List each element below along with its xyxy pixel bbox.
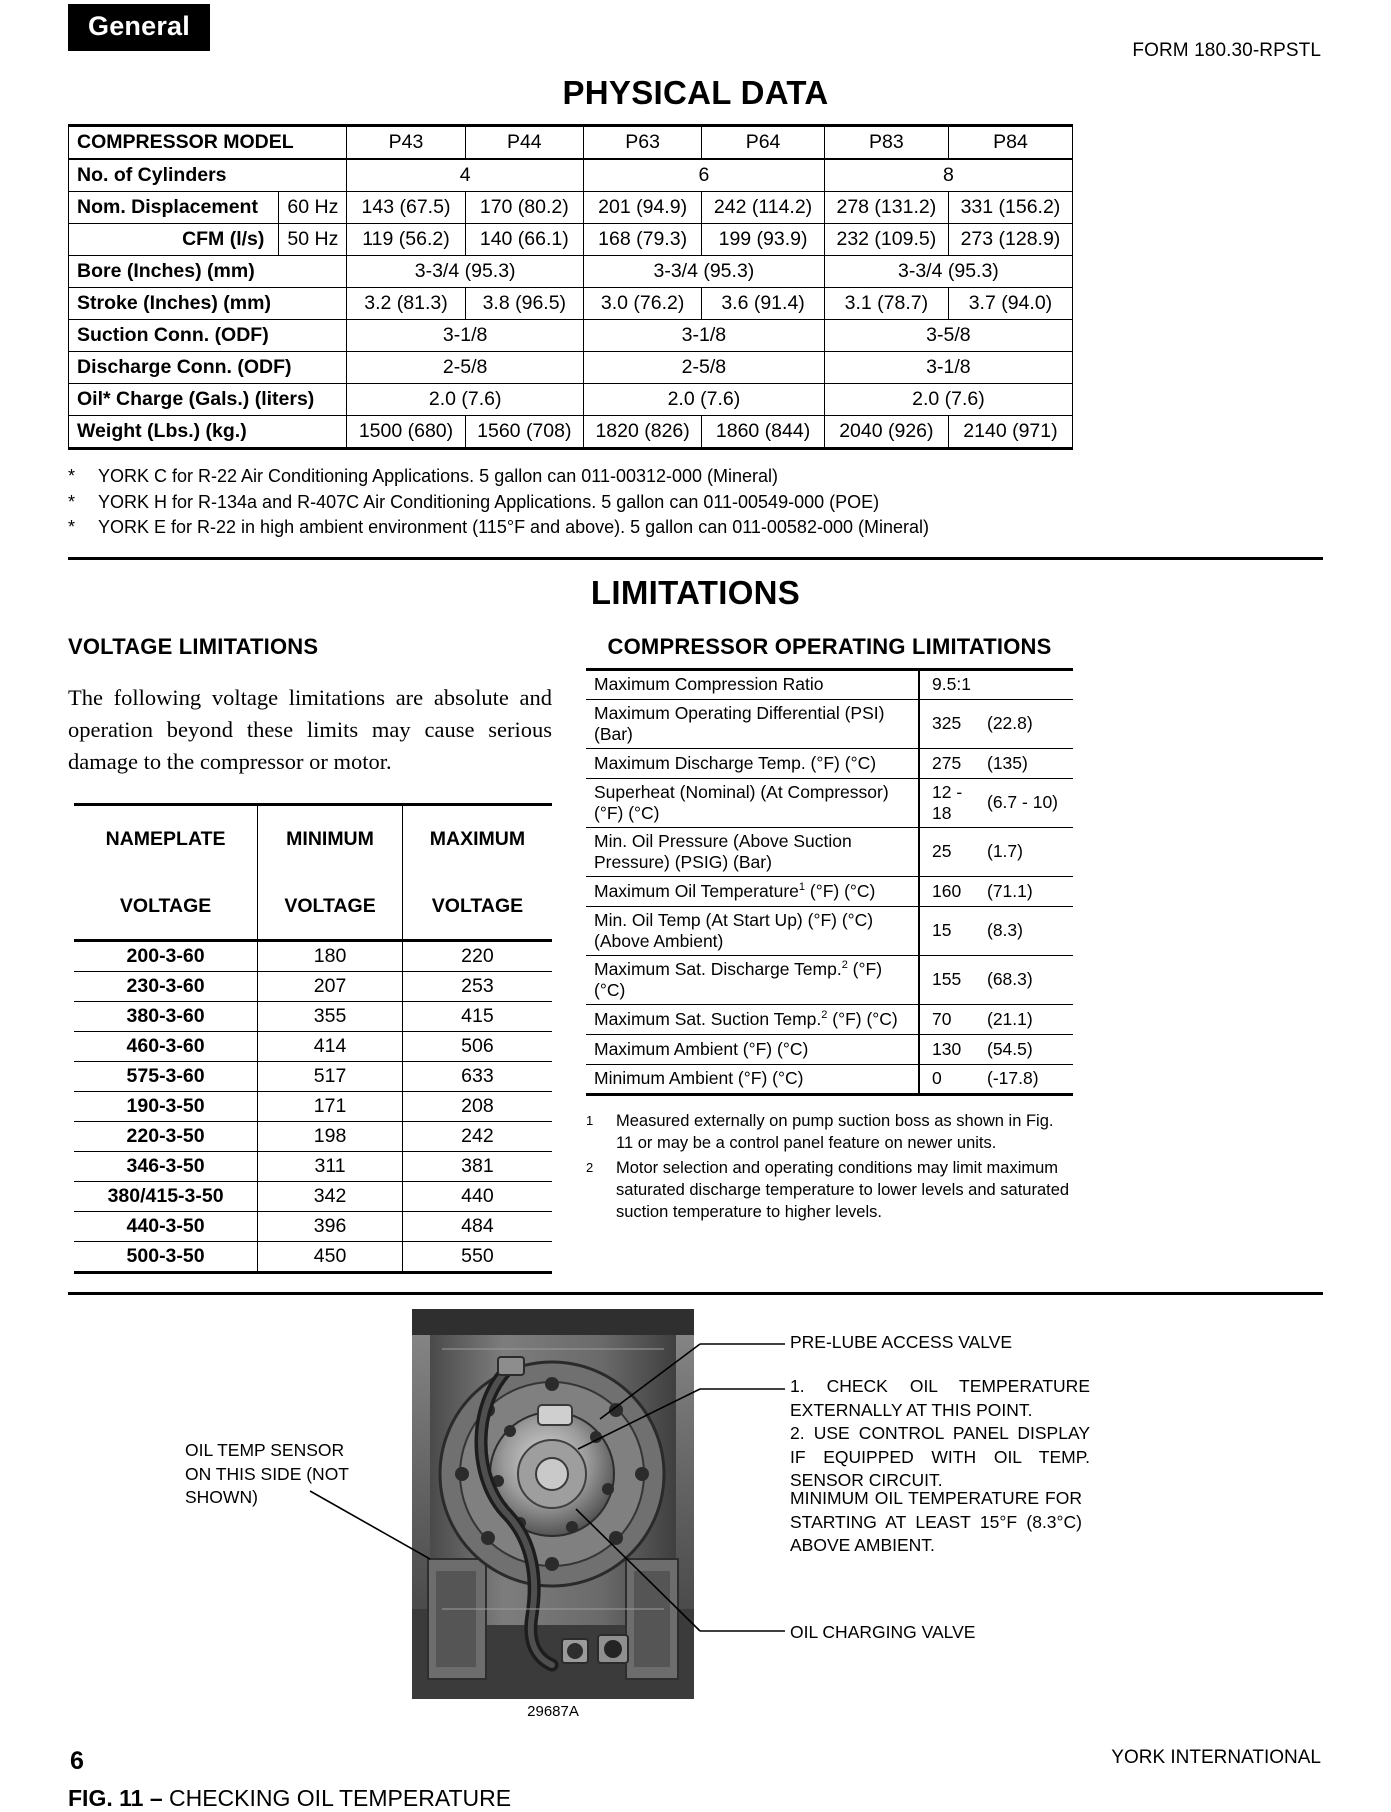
cell-nameplate: 230-3-60	[74, 972, 258, 1002]
table-row	[586, 906, 1073, 955]
table-row	[586, 1004, 1073, 1034]
table-row	[586, 1064, 1073, 1094]
table-row	[586, 748, 1073, 778]
cell-maximum: 415	[402, 1002, 552, 1032]
footnote-marker: *	[68, 466, 76, 486]
operating-limitations-column	[586, 628, 1073, 1226]
cell-value-imperial: 9.5:1	[919, 669, 981, 699]
footnote-marker: *	[68, 517, 76, 538]
column-header-model: COMPRESSOR MODEL	[69, 126, 347, 160]
callout-leader-lines	[0, 1309, 1391, 1779]
footnote-ref-1: 1	[798, 880, 805, 893]
table-row	[74, 1242, 552, 1273]
footnote-item	[68, 515, 1323, 541]
voltage-limitations-column	[68, 628, 552, 1275]
column-header-p43: P43	[347, 126, 465, 160]
cell-nameplate: 460-3-60	[74, 1032, 258, 1062]
cell-weight-p44: 1560 (708)	[465, 416, 583, 449]
cell-value-metric: (135)	[981, 748, 1073, 778]
cell-value-metric: (68.3)	[981, 955, 1073, 1004]
table-row	[74, 1122, 552, 1152]
cell-maximum: 220	[402, 941, 552, 972]
callout-oil-charging-valve: OIL CHARGING VALVE	[790, 1622, 976, 1643]
cell-value-metric: (8.3)	[981, 906, 1073, 955]
callout-check-oil-temperature	[790, 1375, 1090, 1492]
page-title: PHYSICAL DATA	[562, 74, 829, 111]
row-label-cylinders: No. of Cylinders	[69, 159, 347, 192]
table-row	[586, 669, 1073, 699]
row-label-cfm: CFM (l/s)	[69, 224, 279, 256]
cell-stroke-p83: 3.1 (78.7)	[824, 288, 948, 320]
cell-disp60-p83: 278 (131.2)	[824, 192, 948, 224]
column-header-maximum-line1: MAXIMUM	[402, 805, 552, 873]
footnote-text: YORK H for R-134a and R-407C Air Conditioning Applications. 5 gallon can 011-00549-000 (POE)	[98, 491, 880, 512]
callout-minimum-oil-temperature: MINIMUM OIL TEMPERATURE FOR STARTING AT LEAST 15°F (8.3°C) ABOVE AMBIENT.	[790, 1488, 1082, 1556]
row-label-units: (°F) (°C)	[594, 958, 883, 1000]
cell-value-metric: (6.7 - 10)	[981, 778, 1073, 827]
cell-nameplate: 200-3-60	[74, 941, 258, 972]
column-header-minimum-line2: VOLTAGE	[258, 873, 403, 941]
cell-nameplate: 220-3-50	[74, 1122, 258, 1152]
cell-value-metric: (54.5)	[981, 1034, 1073, 1064]
row-label-suction: Suction Conn. (ODF)	[69, 320, 347, 352]
table-row	[74, 1062, 552, 1092]
cell-disp60-p64: 242 (114.2)	[702, 192, 825, 224]
cell-maximum: 381	[402, 1152, 552, 1182]
cell-suction-2: 3-1/8	[583, 320, 824, 352]
column-header-p64: P64	[702, 126, 825, 160]
cell-weight-p43: 1500 (680)	[347, 416, 465, 449]
cell-nameplate: 190-3-50	[74, 1092, 258, 1122]
table-row	[586, 827, 1073, 876]
cell-cylinders-8: 8	[824, 159, 1072, 192]
row-label-units: (°F) (°C)	[805, 880, 876, 901]
table-row	[586, 699, 1073, 748]
note-item	[586, 1110, 1073, 1155]
table-row-header	[69, 126, 1073, 160]
cell-nameplate: 440-3-50	[74, 1212, 258, 1242]
row-label-text: Maximum Oil Temperature	[594, 880, 799, 901]
table-row-weight	[69, 416, 1073, 449]
cell-nameplate: 380/415-3-50	[74, 1182, 258, 1212]
cell-discharge-3: 3-1/8	[824, 352, 1072, 384]
cell-maximum: 242	[402, 1122, 552, 1152]
cell-60hz-label: 60 Hz	[279, 192, 347, 224]
cell-value-metric: (22.8)	[981, 699, 1073, 748]
cell-minimum: 450	[258, 1242, 403, 1273]
column-header-nameplate-line1: NAMEPLATE	[74, 805, 258, 873]
cell-maximum: 506	[402, 1032, 552, 1062]
cell-value-imperial: 325	[919, 699, 981, 748]
physical-data-section	[0, 124, 1391, 450]
physical-data-footnotes	[0, 450, 1391, 541]
row-label-text: Maximum Sat. Suction Temp.	[594, 1008, 822, 1029]
table-row-oil	[69, 384, 1073, 416]
row-label-max-oil-temperature	[586, 876, 919, 906]
cell-maximum: 440	[402, 1182, 552, 1212]
figure-number: FIG. 11 –	[68, 1785, 163, 1812]
cell-50hz-label: 50 Hz	[279, 224, 347, 256]
note-text: Motor selection and operating conditions may limit maximum saturated discharge temperature to lower levels and saturated suction temperature to higher levels.	[616, 1158, 1070, 1222]
cell-minimum: 396	[258, 1212, 403, 1242]
cell-stroke-p44: 3.8 (96.5)	[465, 288, 583, 320]
cell-maximum: 208	[402, 1092, 552, 1122]
cell-minimum: 180	[258, 941, 403, 972]
footnote-item	[68, 464, 1323, 490]
photo-id-label: 29687A	[527, 1703, 579, 1721]
note-text: Measured externally on pump suction boss as shown in Fig. 11 or may be a control panel feature on newer units.	[616, 1111, 1054, 1153]
cell-suction-3: 3-5/8	[824, 320, 1072, 352]
column-header-p83: P83	[824, 126, 948, 160]
cell-stroke-p43: 3.2 (81.3)	[347, 288, 465, 320]
cell-value-imperial: 0	[919, 1064, 981, 1094]
note-marker: 1	[586, 1112, 594, 1128]
cell-value-imperial: 12 - 18	[919, 778, 981, 827]
limitations-title: LIMITATIONS	[590, 573, 801, 611]
row-label-compression-ratio: Maximum Compression Ratio	[586, 669, 919, 699]
cell-nameplate: 380-3-60	[74, 1002, 258, 1032]
cell-value-imperial: 155	[919, 955, 981, 1004]
cell-value-imperial: 160	[919, 876, 981, 906]
cell-oil-2: 2.0 (7.6)	[583, 384, 824, 416]
cell-discharge-2: 2-5/8	[583, 352, 824, 384]
table-row-stroke	[69, 288, 1073, 320]
cell-disp60-p84: 331 (156.2)	[948, 192, 1072, 224]
row-label-max-sat-suction-temp	[586, 1004, 919, 1034]
row-label-text: Maximum Sat. Discharge Temp.	[594, 958, 842, 979]
cell-bore-1: 3-3/4 (95.3)	[347, 256, 584, 288]
cell-stroke-p84: 3.7 (94.0)	[948, 288, 1072, 320]
cell-value-metric: (-17.8)	[981, 1064, 1073, 1094]
voltage-limitations-table	[74, 803, 552, 1274]
cell-bore-2: 3-3/4 (95.3)	[583, 256, 824, 288]
cell-disp50-p44: 140 (66.1)	[465, 224, 583, 256]
cell-disp50-p64: 199 (93.9)	[702, 224, 825, 256]
callout-pre-lube-access-valve: PRE-LUBE ACCESS VALVE	[790, 1332, 1013, 1353]
row-label-superheat: Superheat (Nominal) (At Compressor) (°F) (°C)	[586, 778, 919, 827]
limitations-columns	[0, 628, 1391, 1275]
section-tab-general: General	[68, 4, 210, 51]
cell-value-imperial: 25	[919, 827, 981, 876]
page-header	[0, 0, 1391, 68]
cell-minimum: 198	[258, 1122, 403, 1152]
cell-minimum: 342	[258, 1182, 403, 1212]
row-label-weight: Weight (Lbs.) (kg.)	[69, 416, 347, 449]
table-row	[74, 1212, 552, 1242]
table-row	[74, 1002, 552, 1032]
table-row	[74, 941, 552, 972]
row-label-min-oil-pressure: Min. Oil Pressure (Above Suction Pressure) (PSIG) (Bar)	[586, 827, 919, 876]
page-footer	[0, 1747, 1391, 1776]
cell-suction-1: 3-1/8	[347, 320, 584, 352]
table-row-suction	[69, 320, 1073, 352]
table-row	[586, 876, 1073, 906]
company-name: YORK INTERNATIONAL	[1111, 1747, 1321, 1768]
table-row-displacement-60hz	[69, 192, 1073, 224]
table-row	[586, 955, 1073, 1004]
cell-maximum: 253	[402, 972, 552, 1002]
cell-oil-3: 2.0 (7.6)	[824, 384, 1072, 416]
cell-maximum: 550	[402, 1242, 552, 1273]
cell-value-metric: (21.1)	[981, 1004, 1073, 1034]
table-row	[74, 1092, 552, 1122]
row-label-stroke: Stroke (Inches) (mm)	[69, 288, 347, 320]
operating-limitations-heading: COMPRESSOR OPERATING LIMITATIONS	[607, 633, 1052, 659]
cell-nameplate: 575-3-60	[74, 1062, 258, 1092]
cell-value-imperial: 275	[919, 748, 981, 778]
cell-maximum: 633	[402, 1062, 552, 1092]
row-label-discharge: Discharge Conn. (ODF)	[69, 352, 347, 384]
table-row-header	[74, 805, 552, 873]
footnote-marker: *	[68, 491, 76, 512]
callout-item-2: 2. USE CONTROL PANEL DISPLAY IF EQUIPPED WITH OIL TEMP. SENSOR CIRCUIT.	[790, 1423, 1090, 1491]
row-label-max-ambient: Maximum Ambient (°F) (°C)	[586, 1034, 919, 1064]
row-label-min-ambient: Minimum Ambient (°F) (°C)	[586, 1064, 919, 1094]
cell-cylinders-6: 6	[583, 159, 824, 192]
row-label-bore: Bore (Inches) (mm)	[69, 256, 347, 288]
figure-area	[0, 1309, 1391, 1779]
voltage-limitations-intro: The following voltage limitations are absolute and operation beyond these limits may cause serious damage to the compressor or motor.	[68, 684, 552, 774]
cell-disp50-p84: 273 (128.9)	[948, 224, 1072, 256]
cell-value-metric: (1.7)	[981, 827, 1073, 876]
row-label-discharge-temp: Maximum Discharge Temp. (°F) (°C)	[586, 748, 919, 778]
cell-value-metric	[981, 669, 1073, 699]
row-label-operating-differential: Maximum Operating Differential (PSI) (Bar)	[586, 699, 919, 748]
column-header-maximum-line2: VOLTAGE	[402, 873, 552, 941]
cell-weight-p63: 1820 (826)	[583, 416, 701, 449]
cell-minimum: 517	[258, 1062, 403, 1092]
cell-discharge-1: 2-5/8	[347, 352, 584, 384]
cell-oil-1: 2.0 (7.6)	[347, 384, 584, 416]
table-row-displacement-50hz	[69, 224, 1073, 256]
row-label-displacement: Nom. Displacement	[69, 192, 279, 224]
voltage-limitations-heading: VOLTAGE LIMITATIONS	[68, 633, 319, 659]
column-header-minimum-line1: MINIMUM	[258, 805, 403, 873]
figure-caption-text: CHECKING OIL TEMPERATURE	[162, 1785, 512, 1812]
cell-nameplate: 346-3-50	[74, 1152, 258, 1182]
table-row	[74, 1032, 552, 1062]
table-row	[74, 972, 552, 1002]
footnote-text: YORK E for R-22 in high ambient environment (115°F and above). 5 gallon can 011-00582-000 (Mineral)	[98, 517, 929, 538]
table-row-cylinders	[69, 159, 1073, 192]
note-item	[586, 1157, 1073, 1224]
cell-nameplate: 500-3-50	[74, 1242, 258, 1273]
table-row-bore	[69, 256, 1073, 288]
operating-limitations-notes	[586, 1110, 1073, 1224]
row-label-oil: Oil* Charge (Gals.) (liters)	[69, 384, 347, 416]
footnote-item	[68, 490, 1323, 516]
cell-value-imperial: 15	[919, 906, 981, 955]
row-label-units: (°F) (°C)	[827, 1008, 898, 1029]
cell-value-imperial: 130	[919, 1034, 981, 1064]
physical-data-table	[68, 124, 1073, 450]
cell-bore-3: 3-3/4 (95.3)	[824, 256, 1072, 288]
operating-limitations-table	[586, 668, 1073, 1096]
cell-disp50-p63: 168 (79.3)	[583, 224, 701, 256]
cell-disp60-p63: 201 (94.9)	[583, 192, 701, 224]
section-divider	[68, 557, 1323, 560]
footnote-text: YORK C for R-22 Air Conditioning Applications. 5 gallon can 011-00312-000 (Mineral)	[98, 466, 779, 486]
table-row	[586, 778, 1073, 827]
cell-value-metric: (71.1)	[981, 876, 1073, 906]
column-header-nameplate-line2: VOLTAGE	[74, 873, 258, 941]
callout-item-1: 1. CHECK OIL TEMPERATURE EXTERNALLY AT THIS POINT.	[790, 1376, 1090, 1420]
figure-caption	[0, 1785, 1391, 1812]
cell-minimum: 311	[258, 1152, 403, 1182]
footnote-ref-2: 2	[841, 958, 848, 971]
cell-weight-p83: 2040 (926)	[824, 416, 948, 449]
cell-disp60-p43: 143 (67.5)	[347, 192, 465, 224]
cell-maximum: 484	[402, 1212, 552, 1242]
cell-disp50-p83: 232 (109.5)	[824, 224, 948, 256]
cell-stroke-p63: 3.0 (76.2)	[583, 288, 701, 320]
cell-cylinders-4: 4	[347, 159, 584, 192]
callout-oil-temp-sensor: OIL TEMP SENSOR ON THIS SIDE (NOT SHOWN)	[185, 1440, 349, 1508]
footnote-ref-2b: 2	[821, 1008, 828, 1021]
cell-stroke-p64: 3.6 (91.4)	[702, 288, 825, 320]
table-row	[586, 1034, 1073, 1064]
table-row	[74, 1182, 552, 1212]
section-divider-2	[68, 1292, 1323, 1295]
cell-value-imperial: 70	[919, 1004, 981, 1034]
cell-disp50-p43: 119 (56.2)	[347, 224, 465, 256]
cell-minimum: 355	[258, 1002, 403, 1032]
cell-weight-p64: 1860 (844)	[702, 416, 825, 449]
cell-weight-p84: 2140 (971)	[948, 416, 1072, 449]
form-number: FORM 180.30-RPSTL	[1132, 40, 1321, 61]
column-header-p63: P63	[583, 126, 701, 160]
note-marker: 2	[586, 1159, 594, 1175]
cell-minimum: 207	[258, 972, 403, 1002]
cell-minimum: 171	[258, 1092, 403, 1122]
cell-disp60-p44: 170 (80.2)	[465, 192, 583, 224]
column-header-p44: P44	[465, 126, 583, 160]
table-row-discharge	[69, 352, 1073, 384]
cell-minimum: 414	[258, 1032, 403, 1062]
row-label-max-sat-discharge-temp	[586, 955, 919, 1004]
table-row	[74, 1152, 552, 1182]
page-number: 6	[70, 1747, 84, 1775]
row-label-min-oil-temp-startup: Min. Oil Temp (At Start Up) (°F) (°C) (Above Ambient)	[586, 906, 919, 955]
column-header-p84: P84	[948, 126, 1072, 160]
table-row-header-2	[74, 873, 552, 941]
